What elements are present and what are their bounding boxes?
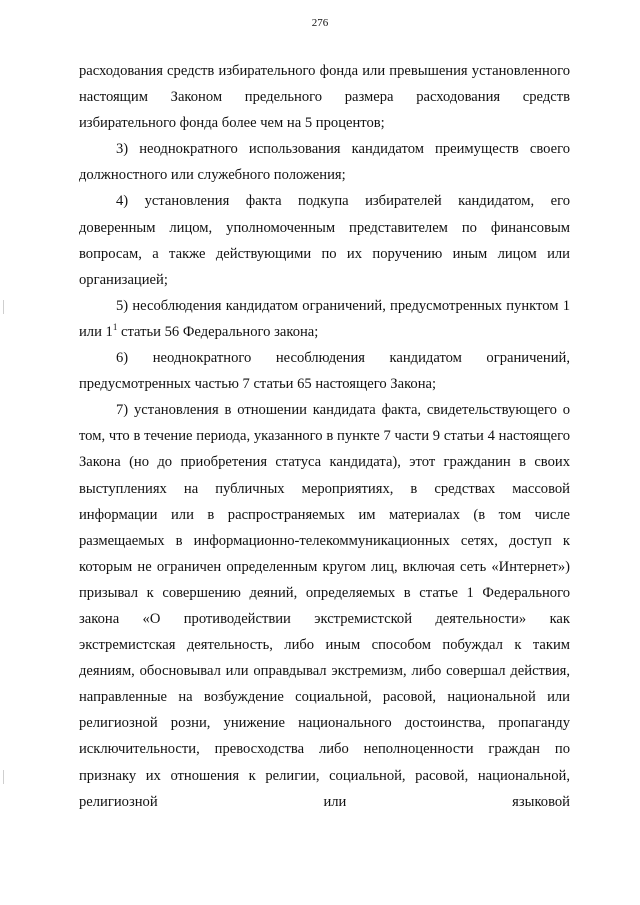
paragraph-item-4: 4) установления факта подкупа избирателей кандидатом, его доверенным лицом, уполномоченным представителем по финансовым вопросам, а также действующими по их поручению иным лицом или организацией; <box>79 193 570 288</box>
superscript-marker: 1 <box>112 321 118 332</box>
paragraph-item-6: 6) неоднократного несоблюдения кандидатом ограничений, предусмотренных частью 7 статьи 65 настоящего Закона; <box>79 350 570 393</box>
document-body <box>79 58 570 815</box>
paragraph-continuation: расходования средств избирательного фонда или превышения установленного настоящим Законом предельного размера расходования средств избирательного фонда более чем на 5 процентов; <box>79 63 570 132</box>
page-number: 276 <box>311 17 329 29</box>
paragraph-item-5-text: 5) несоблюдения кандидатом ограничений, предусмотренных пунктом 1 или 1 <box>79 297 570 340</box>
paragraph-item-3: 3) неоднократного использования кандидатом преимуществ своего должностного или служебного положения; <box>79 141 570 184</box>
paragraph-item-5 <box>79 293 570 345</box>
scan-edge-mark <box>3 770 4 784</box>
scan-edge-mark <box>3 300 4 314</box>
paragraph-item-7: 7) установления в отношении кандидата факта, свидетельствующего о том, что в течение периода, указанного в пункте 7 части 9 статьи 4 настоящего Закона (но до приобретения статуса кандидата), этот гражданин в своих выступлениях на публичных мероприятиях, в средствах массовой информации или в распространяемых им материалах (в том числе размещаемых в информационно-телекоммуникационных сетях, доступ к которым не ограничен определенным кругом лиц, включая сеть «Интернет») призывал к совершению деяний, определяемых в статье 1 Федерального закона «О противодействии экстремистской деятельности» как экстремистская деятельность, либо иным способом побуждал к таким деяниям, обосновывал или оправдывал экстремизм, либо совершал действия, направленные на возбуждение социальной, расовой, национальной или религиозной розни, унижение национального достоинства, пропаганду исключительности, превосходства либо неполноценности граждан по признаку их отношения к религии, социальной, расовой, национальной, религиозной или языковой <box>79 402 570 810</box>
paragraph-item-5-text-end: статьи 56 Федерального закона; <box>117 323 319 340</box>
